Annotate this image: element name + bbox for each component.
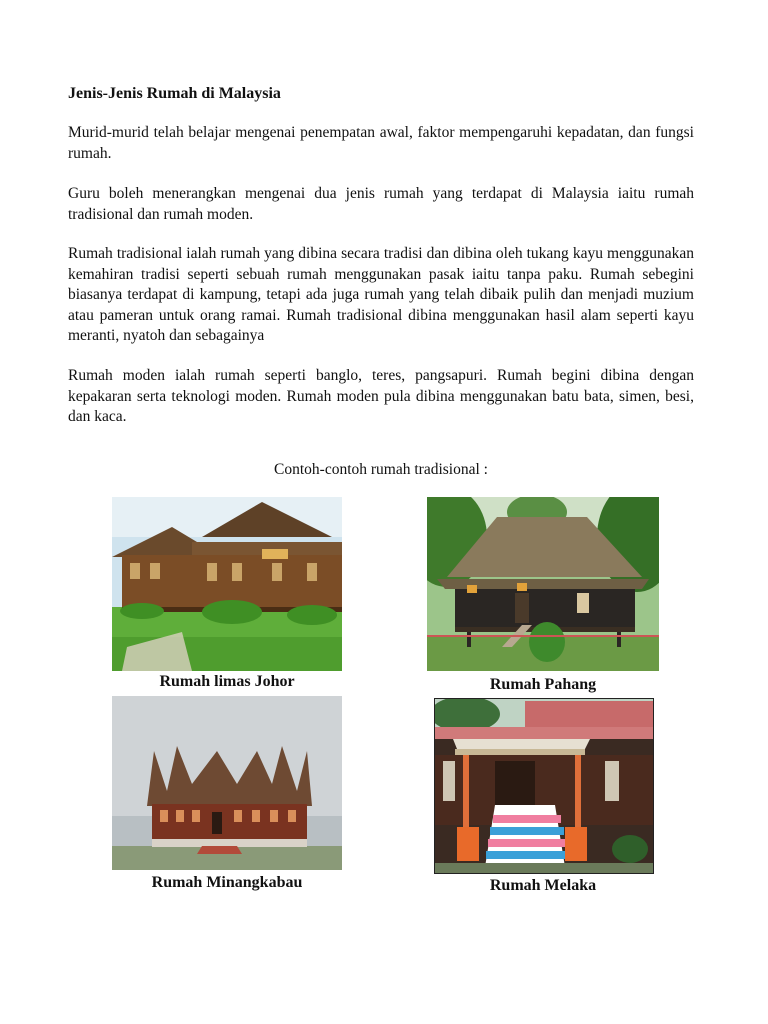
paragraph-traditional: Rumah tradisional ialah rumah yang dibina secara tradisi dan dibina oleh tukang kayu menggunakan kemahiran tradisi seperti sebuah rumah menggunakan pasak iaitu tanpa paku. Rumah sebegini biasanya terdapat di kampung, tetapi ada juga rumah yang telah dibaik pulih dan menjadi muzium atau pameran untuk orang ramai. Rumah tradisional dibina menggunakan hasil alam seperti kayu meranti, nyatoh dan sebagainya <box>68 245 694 344</box>
paragraph-house-types: Guru boleh menerangkan mengenai dua jenis rumah yang terdapat di Malaysia iaitu rumah tradisional dan rumah moden. <box>68 185 694 223</box>
photo-rumah-pahang <box>427 497 659 671</box>
examples-heading: Contoh-contoh rumah tradisional : <box>274 461 488 478</box>
label-rumah-limas-johor: Rumah limas Johor <box>159 673 295 690</box>
photo-rumah-limas-johor <box>112 497 342 671</box>
label-rumah-minangkabau: Rumah Minangkabau <box>151 874 303 891</box>
paragraph-modern: Rumah moden ialah rumah seperti banglo, teres, pangsapuri. Rumah begini dibina dengan kepakaran serta teknologi moden. Rumah moden pula dibina menggunakan batu bata, simen, besi, dan kaca. <box>68 367 694 425</box>
label-rumah-pahang: Rumah Pahang <box>489 676 597 693</box>
photo-rumah-melaka <box>434 698 654 874</box>
label-rumah-melaka: Rumah Melaka <box>489 877 597 894</box>
page-title: Jenis-Jenis Rumah di Malaysia <box>68 85 281 102</box>
paragraph-intro: Murid-murid telah belajar mengenai penempatan awal, faktor mempengaruhi kepadatan, dan fungsi rumah. <box>68 124 694 162</box>
photo-rumah-minangkabau <box>112 696 342 870</box>
